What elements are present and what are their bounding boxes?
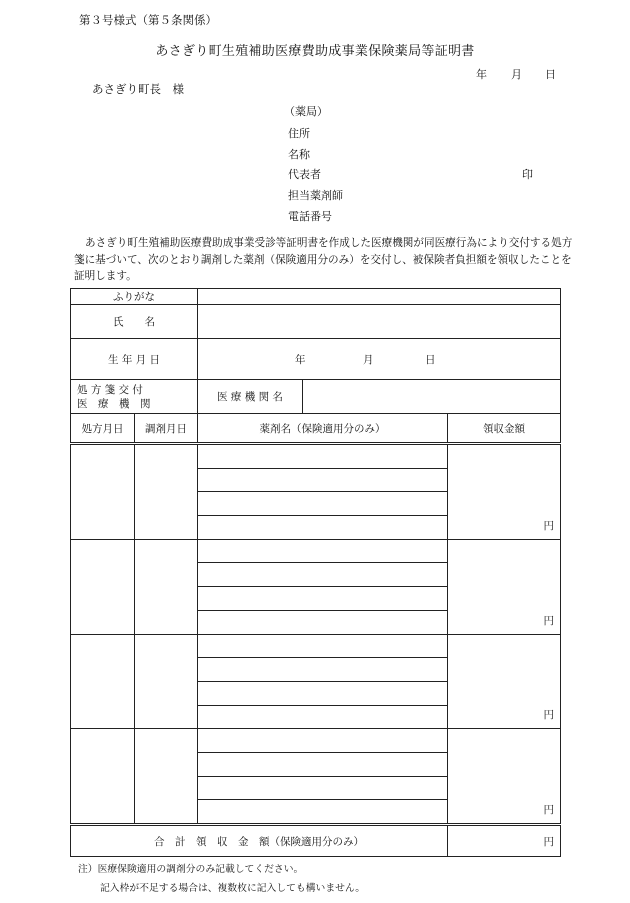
drug-name-field[interactable]	[198, 705, 448, 729]
drug-name-field[interactable]	[198, 729, 448, 753]
drug-name-field[interactable]	[198, 658, 448, 682]
issuer-label-line2: 医 療 機 関	[77, 397, 151, 410]
col-amount: 領収金額	[448, 414, 561, 443]
drug-name-field[interactable]	[198, 468, 448, 492]
certification-statement: あさぎり町生殖補助医療費助成事業受診等証明書を作成した医療機関が同医療行為により交付する処方箋に基づいて、次のとおり調剤した薬剤（保険適用分のみ）を交付し、被保険者負担額を領収したことを証明します。	[74, 237, 573, 282]
date-month-label: 月	[511, 68, 522, 81]
document-title: あさぎり町生殖補助医療費助成事業保険薬局等証明書	[155, 44, 475, 59]
date-year-label: 年	[476, 68, 487, 81]
total-yen: 円	[543, 835, 554, 848]
total-amount-field[interactable]	[448, 826, 561, 857]
drug-name-field[interactable]	[198, 516, 448, 540]
date-day-label: 日	[545, 68, 556, 81]
amount-field[interactable]	[448, 539, 561, 634]
amount-field[interactable]	[448, 445, 561, 540]
col-dispensing-date: 調剤月日	[135, 414, 198, 443]
patient-name-label: 氏 名	[71, 305, 198, 339]
pharmacy-heading: （薬局）	[284, 105, 328, 118]
prescription-date-field[interactable]	[71, 445, 135, 540]
note-line-1: 注）医療保険適用の調剤分のみ記載してください。	[78, 864, 304, 875]
entry-blocks	[70, 444, 561, 824]
address-label: 住所	[288, 127, 310, 140]
patient-name-field[interactable]	[198, 305, 561, 339]
yen-label: 円	[543, 709, 554, 722]
yen-label: 円	[543, 519, 554, 532]
dispensing-date-field[interactable]	[135, 445, 198, 540]
birth-date-label: 生 年 月 日	[71, 339, 198, 380]
drug-name-field[interactable]	[198, 776, 448, 800]
dispensing-date-field[interactable]	[135, 539, 198, 634]
seal-mark: 印	[522, 168, 533, 181]
issuer-name-label: 医 療 機 関 名	[198, 380, 303, 414]
pharmacist-label: 担当薬剤師	[288, 189, 343, 202]
birth-date-field[interactable]	[198, 339, 561, 380]
col-prescription-date: 処方月日	[71, 414, 135, 443]
note-line-2: 記入枠が不足する場合は、複数枚に記入しても構いません。	[100, 883, 366, 894]
dispensing-date-field[interactable]	[135, 729, 198, 824]
drug-name-field[interactable]	[198, 800, 448, 824]
yen-label: 円	[543, 614, 554, 627]
birth-day-label: 日	[425, 354, 436, 366]
birth-year-label: 年	[295, 354, 306, 366]
dispensing-date-field[interactable]	[135, 634, 198, 729]
prescription-date-field[interactable]	[71, 634, 135, 729]
furigana-label: ふりがな	[71, 289, 198, 305]
phone-label: 電話番号	[288, 210, 332, 223]
form-number: 第３号様式（第５条関係）	[79, 13, 217, 27]
prescription-date-field[interactable]	[71, 539, 135, 634]
col-drug-name: 薬剤名（保険適用分のみ）	[198, 414, 448, 443]
drug-name-field[interactable]	[198, 539, 448, 563]
issuer-label-line1: 処 方 箋 交 付	[77, 383, 143, 396]
drug-name-field[interactable]	[198, 634, 448, 658]
drug-name-field[interactable]	[198, 752, 448, 776]
amount-field[interactable]	[448, 729, 561, 824]
drug-name-field[interactable]	[198, 681, 448, 705]
prescription-date-field[interactable]	[71, 729, 135, 824]
yen-label: 円	[543, 804, 554, 816]
total-table	[70, 825, 561, 857]
issuer-label	[71, 380, 198, 414]
drug-name-field[interactable]	[198, 445, 448, 469]
drug-name-field[interactable]	[198, 563, 448, 587]
amount-field[interactable]	[448, 634, 561, 729]
birth-month-label: 月	[363, 354, 374, 366]
recipient: あさぎり町長 様	[92, 82, 184, 96]
total-label: 合 計 領 収 金 額（保険適用分のみ）	[71, 826, 448, 857]
drug-name-field[interactable]	[198, 610, 448, 634]
drug-name-field[interactable]	[198, 587, 448, 611]
name-label: 名称	[288, 148, 310, 161]
drug-name-field[interactable]	[198, 492, 448, 516]
representative-label: 代表者	[288, 168, 321, 181]
issuer-name-field[interactable]	[303, 380, 561, 414]
furigana-field[interactable]	[198, 289, 561, 305]
certification-table	[70, 288, 561, 443]
